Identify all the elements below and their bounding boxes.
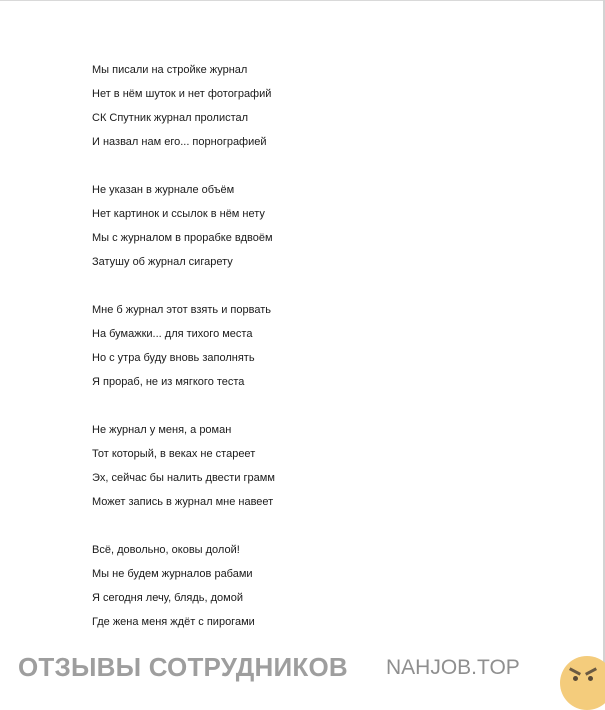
- eye-right: [588, 676, 593, 681]
- poem-line: Я сегодня лечу, блядь, домой: [92, 592, 243, 604]
- poem-line: Всё, довольно, оковы долой!: [92, 544, 240, 556]
- poem-line: И назвал нам его... порнографией: [92, 136, 267, 148]
- stanza: [92, 298, 572, 394]
- poem-line: Где жена меня ждёт с пирогами: [92, 616, 255, 628]
- eye-left: [573, 676, 578, 681]
- poem-line: Может запись в журнал мне навеет: [92, 496, 274, 508]
- brow-right: [585, 667, 597, 675]
- poem-line: Мне б журнал этот взять и порвать: [92, 304, 271, 316]
- brow-left: [569, 667, 581, 675]
- poem-line: Не указан в журнале объём: [92, 184, 235, 196]
- top-border: [0, 0, 605, 1]
- stanza: [92, 58, 572, 154]
- poem-line: Я прораб, не из мягкого теста: [92, 376, 245, 388]
- poem-line: Не журнал у меня, а роман: [92, 424, 232, 436]
- poem-line: Мы с журналом в прорабке вдвоём: [92, 232, 273, 244]
- poem-line: Затушу об журнал сигарету: [92, 256, 233, 268]
- poem-line: Мы писали на стройке журнал: [92, 64, 248, 76]
- stanza: [92, 418, 572, 514]
- poem-line: Тот который, в веках не стареет: [92, 448, 256, 460]
- poem-line: Эх, сейчас бы налить двести грамм: [92, 472, 275, 484]
- poem-line: СК Спутник журнал пролистал: [92, 112, 249, 124]
- poem-line: Но с утра буду вновь заполнять: [92, 352, 255, 364]
- poem-line: Нет картинок и ссылок в нём нету: [92, 208, 265, 220]
- watermark-text: ОТЗЫВЫ СОТРУДНИКОВ: [18, 652, 348, 682]
- stanza: [92, 178, 572, 274]
- poem-line: Мы не будем журналов рабами: [92, 568, 253, 580]
- stanza: [92, 538, 572, 634]
- angry-face-icon: [560, 656, 605, 710]
- watermark-site: NAHJOB.TOP: [386, 656, 520, 679]
- poem-line: На бумажки... для тихого места: [92, 328, 253, 340]
- poem-document: [92, 58, 572, 658]
- poem-line: Нет в нём шуток и нет фотографий: [92, 88, 272, 100]
